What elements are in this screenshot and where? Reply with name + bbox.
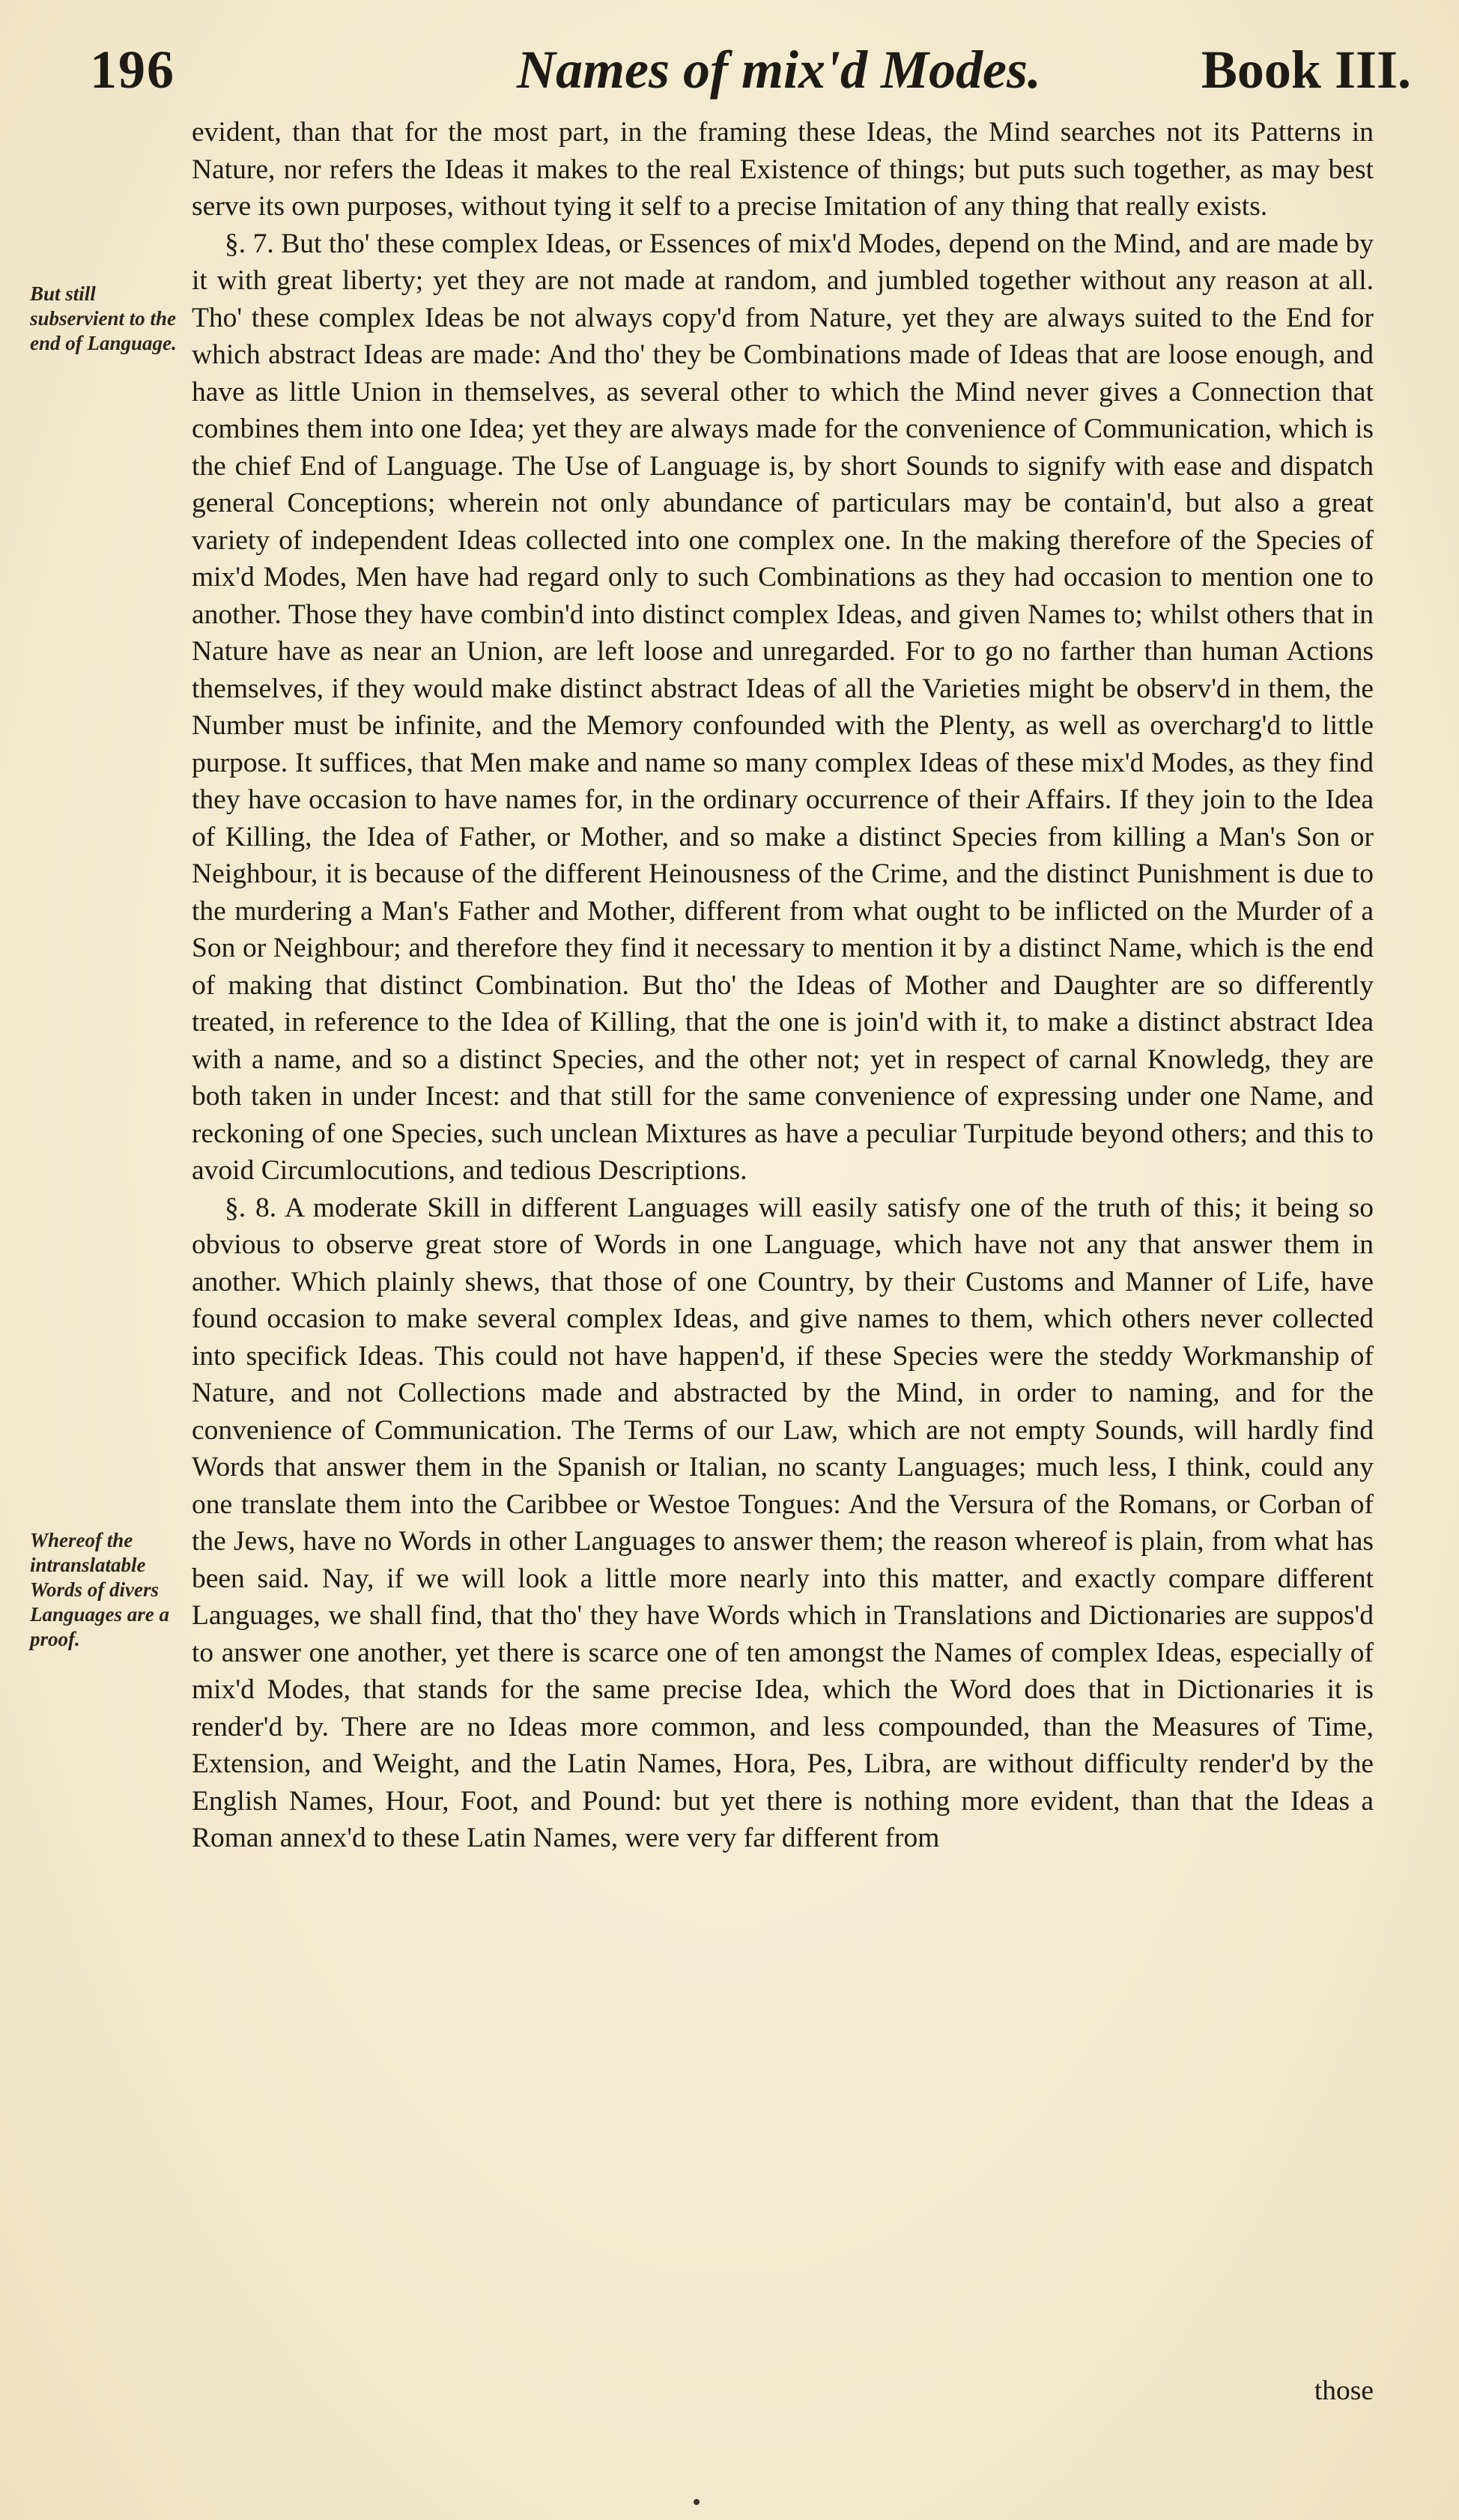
body-text [192,114,1374,1857]
page-header [90,39,1411,114]
paragraph-continuation: evident, than that for the most part, in the framing these Ideas, the Mind searches not its Patterns in Nature, nor refers the Ideas it makes to the real Existence of things; but puts such together, as may best serve its own purposes, without tying it self to a precise Imitation of any thing that really exists. [192,117,1374,222]
page-number: 196 [90,40,175,100]
margin-note-section-8: Whereof the intranslatable Words of divers Languages are a proof. [30,1529,170,1650]
running-title: Names of mix'd Modes. [517,40,1041,100]
page-speck [694,2499,700,2505]
catchword: those [1314,2375,1374,2406]
paragraph-section-7: §. 7. But tho' these complex Ideas, or Essences of mix'd Modes, depend on the Mind, and are made by it with great liberty; yet they are not made at random, and jumbled together without any reason at all. Tho' these complex Ideas be not always copy'd from Nature, yet they are always suited to the End for which abstract Ideas are made: And tho' they be Combinations made of Ideas that are loose enough, and have as little Union in themselves, as several other to which the Mind never gives a Connection that combines them into one Idea; yet they are always made for the convenience of Communication, which is the chief End of Language. The Use of Language is, by short Sounds to signify with ease and dispatch general Conceptions; wherein not only abundance of particulars may be contain'd, but also a great variety of independent Ideas collected into one complex one. In the making therefore of the Species of mix'd Modes, Men have had regard only to such Combinations as they had occasion to mention one to another. Those they have combin'd into distinct complex Ideas, and given Names to; whilst others that in Nature have as near an Union, are left loose and unregarded. For to go no farther than human Actions themselves, if they would make distinct abstract Ideas of all the Varieties might be observ'd in them, the Number must be infinite, and the Memory confounded with the Plenty, as well as overcharg'd to little purpose. It suffices, that Men make and name so many complex Ideas of these mix'd Modes, as they find they have occasion to have names for, in the ordinary occurrence of their Affairs. If they join to the Idea of Killing, the Idea of Father, or Mother, and so make a distinct Species from killing a Man's Son or Neighbour, it is because of the different Heinousness of the Crime, and the distinct Punishment is due to the murdering a Man's Father and Mother, different from what ought to be inflicted on the Murder of a Son or Neighbour; and therefore they find it necessary to mention it by a distinct Name, which is the end of making that distinct Combination. But tho' the Ideas of Mother and Daughter are so differently treated, in reference to the Idea of Killing, that the one is join'd with it, to make a distinct abstract Idea with a name, and so a distinct Species, and the other not; yet in respect of carnal Knowledg, they are both taken in under Incest: and that still for the same convenience of expressing under one Name, and reckoning of one Species, such unclean Mixtures as have a peculiar Turpitude beyond others; and this to avoid Circumlocutions, and tedious Descriptions. [192,228,1374,1186]
book-label: Book III. [1201,40,1411,100]
paragraph-section-8: §. 8. A moderate Skill in different Languages will easily satisfy one of the truth of this; it being so obvious to observe great store of Words in one Language, which have not any that answer them in another. Which plainly shews, that those of one Country, by their Customs and Manner of Life, have found occasion to make several complex Ideas, and give names to them, which others never collected into specifick Ideas. This could not have happen'd, if these Species were the steddy Workmanship of Nature, and not Collections made and abstracted by the Mind, in order to naming, and for the convenience of Communication. The Terms of our Law, which are not empty Sounds, will hardly find Words that answer them in the Spanish or Italian, no scanty Languages; much less, I think, could any one translate them into the Caribbee or Westoe Tongues: And the Versura of the Romans, or Corban of the Jews, have no Words in other Languages to answer them; the reason whereof is plain, from what has been said. Nay, if we will look a little more nearly into this matter, and exactly compare different Languages, we shall find, that tho' they have Words which in Translations and Dictionaries are suppos'd to answer one another, yet there is scarce one of ten amongst the Names of complex Ideas, especially of mix'd Modes, that stands for the same precise Idea, which the Word does that in Dictionaries it is render'd by. There are no Ideas more common, and less compounded, than the Measures of Time, Extension, and Weight, and the Latin Names, Hora, Pes, Libra, are without difficulty render'd by the English Names, Hour, Foot, and Pound: but yet there is nothing more evident, than that the Ideas a Roman annex'd to these Latin Names, were very far different from [192,1192,1374,1853]
margin-note-section-7: But still subservient to the end of Language. [30,282,177,354]
